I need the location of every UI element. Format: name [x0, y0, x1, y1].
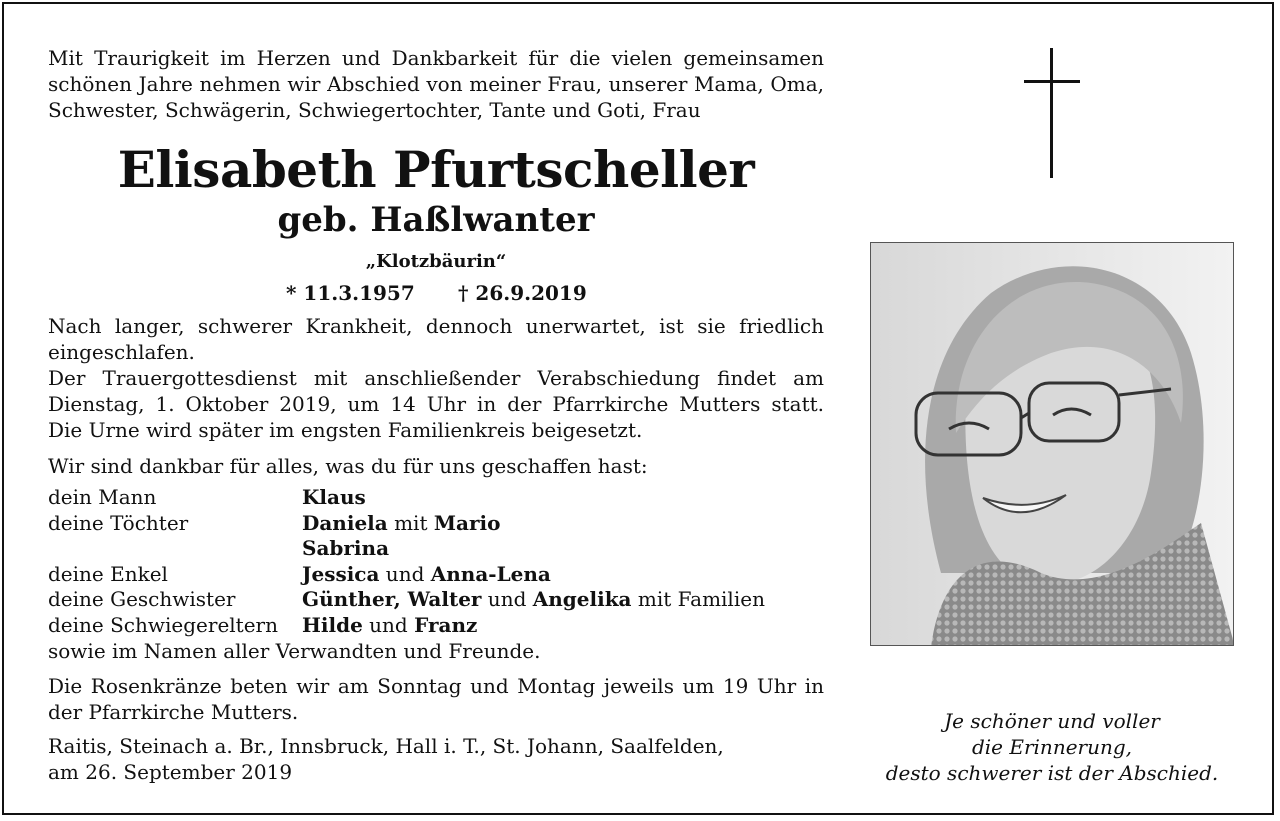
illness-text — [48, 313, 824, 365]
relatives-text: sowie im Namen aller Verwandten und Freunde. — [48, 639, 541, 663]
family-names — [302, 511, 500, 537]
place-date-text — [48, 733, 824, 785]
family-row — [48, 485, 824, 511]
death-date: † 26.9.2019 — [458, 281, 587, 305]
family-member-name: Mario — [433, 510, 501, 535]
family-row — [48, 511, 824, 537]
family-member-name: Jessica — [302, 561, 380, 586]
family-names — [302, 613, 477, 639]
family-names — [302, 485, 366, 511]
quote-line: desto schwerer ist der Abschied. — [885, 761, 1219, 785]
family-names — [302, 562, 551, 588]
text-line: Die Urne wird später im engsten Familienkreis beigesetzt. — [48, 418, 643, 442]
family-member-name: Hilde — [302, 612, 363, 637]
family-relation: deine Schwiegereltern — [48, 612, 278, 637]
family-member-name: Klaus — [302, 485, 366, 509]
quote-line: die Erinnerung, — [971, 735, 1133, 759]
family-names — [302, 536, 389, 562]
family-names — [302, 587, 765, 613]
text-line: am 26. September 2019 — [48, 760, 293, 784]
service-text — [48, 365, 824, 443]
family-member-name: Günther, Walter — [302, 587, 482, 611]
portrait-illustration — [871, 243, 1234, 646]
nickname: „Klotzbäurin“ — [365, 251, 507, 272]
family-row — [48, 613, 824, 639]
family-connector: mit — [387, 510, 434, 535]
thanks-text: Wir sind dankbar für alles, was du für uns geschaffen hast: — [48, 454, 648, 478]
intro-line: Schwester, Schwägerin, Schwiegertochter, Tante und Goti, Frau — [48, 98, 701, 122]
family-row — [48, 562, 824, 588]
birth-name: geb. Haßlwanter — [277, 200, 595, 240]
family-connector: mit Familien — [631, 587, 765, 611]
text-line: Die Rosenkränze beten wir am Sonntag und Montag jeweils um 19 Uhr in — [48, 674, 824, 698]
deceased-name: Elisabeth Pfurtscheller — [117, 140, 755, 199]
intro-line: schönen Jahre nehmen wir Abschied von meiner Frau, unserer Mama, Oma, — [48, 72, 824, 96]
family-relation: deine Töchter — [48, 510, 189, 535]
text-line: der Pfarrkirche Mutters. — [48, 700, 299, 724]
text-line: Nach langer, schwerer Krankheit, dennoch unerwartet, ist sie friedlich — [48, 314, 824, 338]
family-connector: und — [481, 587, 533, 611]
text-line: Der Trauergottesdienst mit anschließender Verabschiedung findet am — [48, 366, 824, 390]
family-member-name: Sabrina — [302, 536, 390, 560]
cross-icon — [1024, 48, 1080, 178]
family-row — [48, 587, 824, 613]
intro-text — [48, 45, 824, 123]
memorial-quote — [870, 708, 1234, 786]
portrait-photo — [870, 242, 1234, 646]
family-member-name: Franz — [414, 612, 478, 637]
quote-line: Je schöner und voller — [944, 709, 1160, 733]
family-member-name: Angelika — [532, 587, 632, 611]
text-line: eingeschlafen. — [48, 340, 195, 364]
family-member-name: Daniela — [302, 510, 388, 535]
text-line: Raitis, Steinach a. Br., Innsbruck, Hall i. T., St. Johann, Saalfelden, — [48, 734, 724, 758]
family-relation: dein Mann — [48, 485, 157, 509]
family-connector: und — [379, 561, 431, 586]
family-relation: deine Enkel — [48, 561, 168, 586]
family-list — [48, 485, 824, 638]
family-member-name: Anna-Lena — [430, 561, 551, 586]
rosary-text — [48, 673, 824, 725]
intro-line: Mit Traurigkeit im Herzen und Dankbarkeit für die vielen gemeinsamen — [48, 46, 824, 70]
family-relation: deine Geschwister — [48, 587, 236, 611]
family-row — [48, 536, 824, 562]
family-connector: und — [362, 612, 415, 637]
text-line: Dienstag, 1. Oktober 2019, um 14 Uhr in der Pfarrkirche Mutters statt. — [48, 392, 824, 416]
obituary-notice — [2, 2, 1274, 815]
birth-date: * 11.3.1957 — [286, 281, 415, 305]
